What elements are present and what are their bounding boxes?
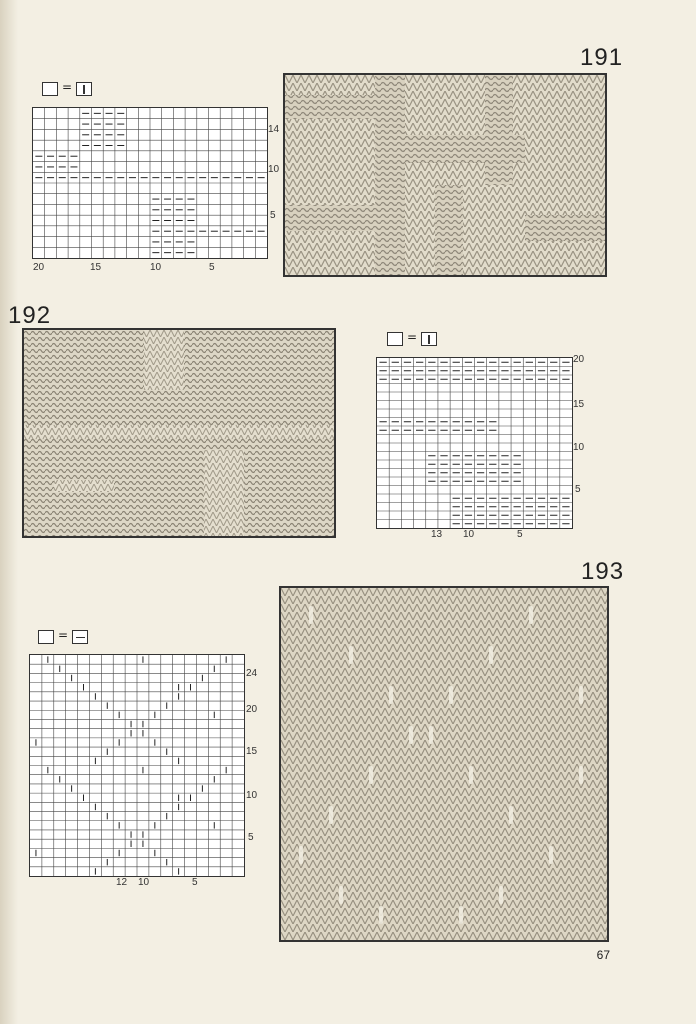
knit-swatch-photo-191: [283, 73, 607, 277]
vertical-bar-icon: [428, 335, 430, 344]
pattern-number-193: 193: [581, 558, 625, 585]
y-tick: 10: [268, 164, 280, 175]
legend-equals: =: [407, 330, 418, 344]
page-gutter-shadow: [0, 0, 18, 1024]
x-tick: 13: [431, 529, 443, 540]
pattern-number-192: 192: [8, 302, 52, 329]
y-tick: 20: [246, 704, 258, 715]
y-tick: 5: [270, 210, 276, 221]
y-tick: 5: [248, 832, 254, 843]
legend-symbol-box: [72, 630, 88, 644]
vertical-bar-icon: [83, 85, 85, 94]
x-tick: 5: [192, 877, 198, 888]
stitch-chart-192: [376, 357, 573, 529]
legend-symbol-box: [76, 82, 92, 96]
x-tick: 5: [209, 262, 215, 273]
x-tick: 10: [463, 529, 475, 540]
stitch-chart-193: [29, 654, 245, 877]
x-tick: 15: [90, 262, 102, 273]
legend-symbol-box: [421, 332, 437, 346]
y-tick: 24: [246, 668, 258, 679]
y-tick: 14: [268, 124, 280, 135]
pattern-number-191: 191: [580, 44, 624, 71]
legend-empty-box: [42, 82, 58, 96]
legend-empty-box: [38, 630, 54, 644]
x-tick: 10: [150, 262, 162, 273]
stitch-chart-191: [32, 107, 268, 259]
knit-swatch-photo-192: [22, 328, 336, 538]
dash-icon: [76, 637, 85, 638]
x-tick: 5: [517, 529, 523, 540]
x-tick: 12: [116, 877, 128, 888]
y-tick: 15: [573, 399, 585, 410]
y-tick: 15: [246, 746, 258, 757]
x-tick: 10: [138, 877, 150, 888]
y-tick: 5: [575, 484, 581, 495]
y-tick: 10: [573, 442, 585, 453]
knit-swatch-photo-193: [279, 586, 609, 942]
page-number: 67: [596, 948, 610, 962]
legend-empty-box: [387, 332, 403, 346]
y-tick: 10: [246, 790, 258, 801]
x-tick: 20: [33, 262, 45, 273]
legend-equals: =: [62, 80, 73, 94]
y-tick: 20: [573, 354, 585, 365]
legend-equals: =: [58, 628, 69, 642]
